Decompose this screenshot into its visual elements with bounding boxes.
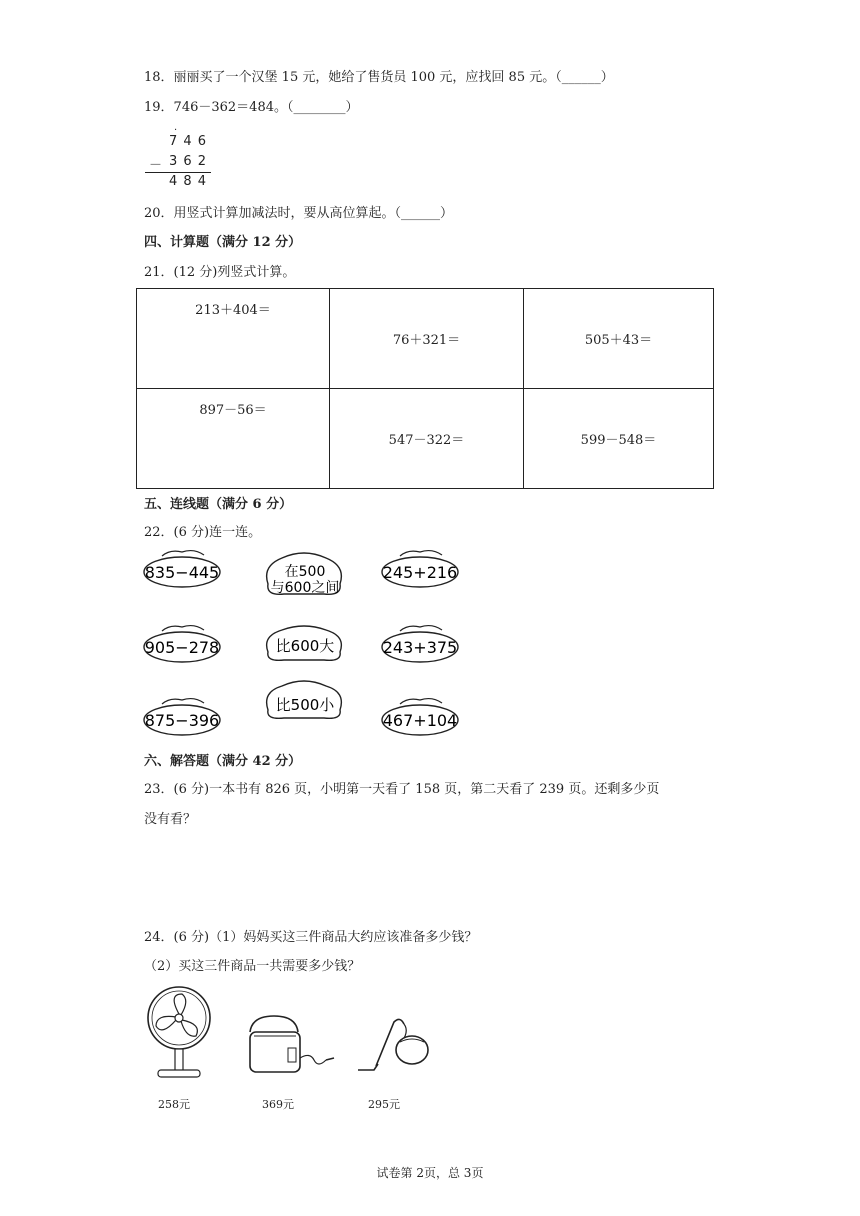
expr-243-375: 243+375 (382, 638, 458, 657)
question-24-line1: 24．(6 分)（1）妈妈买这三件商品大约应该准备多少钱？ (144, 930, 478, 945)
mushroom-between-500-600[interactable] (258, 548, 350, 600)
oval-905-278[interactable] (140, 621, 224, 665)
question-20: 20．用竖式计算加减法时，要从高位算起。（______） (144, 206, 454, 221)
calc-cell: 505＋43＝ (524, 289, 714, 389)
expr-875-396: 875−396 (144, 711, 220, 730)
subtrahend: 3 6 2 (169, 154, 208, 169)
result-line (145, 172, 211, 173)
rice-cooker-icon (244, 1012, 344, 1076)
range-label: 比500小 (275, 696, 335, 714)
price-rice-cooker: 369元 (262, 1098, 294, 1111)
fan-icon (144, 984, 214, 1082)
vacuum-cleaner-icon (354, 1014, 434, 1076)
vertical-subtraction (143, 124, 213, 190)
page-footer: 试卷第 2页，总 3页 (376, 1166, 484, 1180)
table-row (137, 289, 714, 389)
expr-905-278: 905−278 (144, 638, 220, 657)
table-row (137, 389, 714, 489)
calculation-table (136, 288, 714, 489)
calc-cell: 76＋321＝ (330, 289, 524, 389)
range-label-line1: 在500 (284, 564, 326, 580)
range-label: 比600大 (275, 637, 335, 655)
price-fan: 258元 (158, 1098, 190, 1111)
calc-cell: 547－322＝ (330, 389, 524, 489)
question-19: 19．746－362＝484。（________） (144, 100, 359, 115)
oval-875-396[interactable] (140, 694, 224, 738)
expr-245-216: 245+216 (382, 563, 458, 582)
question-18: 18．丽丽买了一个汉堡 15 元，她给了售货员 100 元，应找回 85 元。（______） (144, 70, 614, 85)
difference: 4 8 4 (169, 174, 208, 189)
price-vacuum: 295元 (368, 1098, 400, 1111)
mushroom-below-500[interactable] (258, 676, 350, 724)
minus-sign: － (149, 158, 163, 173)
oval-467-104[interactable] (378, 694, 462, 738)
expr-467-104: 467+104 (382, 711, 458, 730)
oval-835-445[interactable] (140, 546, 224, 590)
section-6-heading: 六、解答题（满分 42 分） (144, 754, 302, 769)
expr-835-445: 835−445 (144, 563, 220, 582)
question-24-line2: （2）买这三件商品一共需要多少钱？ (144, 959, 361, 974)
oval-243-375[interactable] (378, 621, 462, 665)
section-5-heading: 五、连线题（满分 6 分） (144, 497, 293, 512)
question-23-line1: 23．(6 分)一本书有 826 页，小明第一天看了 158 页，第二天看了 239 页。还剩多少页 (144, 782, 660, 797)
section-4-heading: 四、计算题（满分 12 分） (144, 235, 302, 250)
calc-cell: 213＋404＝ (137, 289, 330, 389)
borrow-dot: . (174, 122, 178, 133)
calc-cell: 599－548＝ (524, 389, 714, 489)
minuend: 7 4 6 (169, 134, 208, 149)
range-label-line2: 与600之间 (270, 580, 340, 596)
question-22: 22．(6 分)连一连。 (144, 525, 262, 540)
oval-245-216[interactable] (378, 546, 462, 590)
calc-cell: 897－56＝ (137, 389, 330, 489)
mushroom-above-600[interactable] (258, 622, 350, 666)
question-21: 21．(12 分)列竖式计算。 (144, 265, 296, 280)
question-23-line2: 没有看？ (144, 812, 197, 827)
